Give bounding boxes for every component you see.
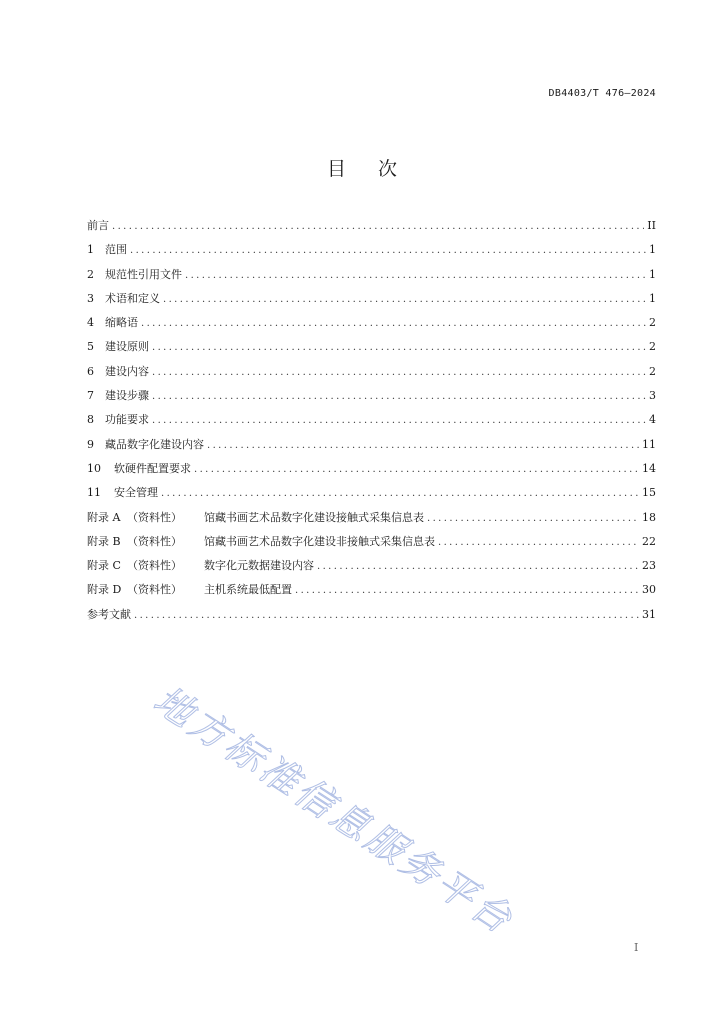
toc-entry-page: 2: [649, 316, 656, 330]
toc-leader-dots: [185, 270, 646, 281]
toc-entry-page: 11: [642, 437, 656, 451]
toc-entry-text: 主机系统最低配置: [204, 583, 292, 597]
toc-leader-dots: [438, 537, 639, 548]
toc-entry-page: 23: [642, 559, 656, 573]
toc-entry-number: 附录 D: [87, 583, 122, 597]
toc-entry-7[interactable]: [87, 387, 656, 411]
toc-entry-text: 建设原则: [105, 340, 149, 354]
toc-entry-number: 3: [87, 291, 94, 305]
toc-leader-dots: [317, 561, 639, 572]
toc-entry-page: 1: [649, 291, 656, 305]
toc-entry-page: 2: [649, 364, 656, 378]
toc-entry-11[interactable]: [87, 484, 656, 508]
toc-entry-page: 22: [642, 534, 656, 548]
toc-entry-9[interactable]: [87, 436, 656, 460]
toc-leader-dots: [130, 245, 646, 256]
toc-leader-dots: [163, 294, 646, 305]
toc-leader-dots: [152, 342, 646, 353]
toc-entry-number: 11: [87, 486, 101, 500]
toc-entry-appendix-b[interactable]: [87, 533, 656, 557]
document-code: DB4403/T 476—2024: [548, 88, 656, 99]
toc-entry-number: 9: [87, 437, 94, 451]
toc-leader-dots: [152, 391, 646, 402]
toc-entry-text: 数字化元数据建设内容: [204, 559, 314, 573]
toc-entry-page: 18: [642, 510, 656, 524]
toc-leader-dots: [141, 318, 646, 329]
toc-entry-text: 前言: [87, 219, 109, 232]
toc-entry-foreword[interactable]: [87, 217, 656, 241]
toc-entry-text: 安全管理: [114, 486, 158, 500]
toc-entry-page: 3: [649, 389, 656, 403]
toc-entry-category: （资料性）: [127, 510, 182, 524]
toc-leader-dots: [207, 440, 639, 451]
toc-entry-number: 附录 C: [87, 559, 121, 573]
toc-entry-text: 馆藏书画艺术品数字化建设非接触式采集信息表: [204, 534, 435, 548]
toc-entry-page: 2: [649, 340, 656, 354]
toc-entry-appendix-d[interactable]: [87, 581, 656, 605]
toc-entry-category: （资料性）: [127, 583, 182, 597]
toc-entry-4[interactable]: [87, 314, 656, 338]
toc-entry-text: 馆藏书画艺术品数字化建设接触式采集信息表: [204, 510, 424, 524]
toc-entry-5[interactable]: [87, 338, 656, 362]
toc-entry-text: 缩略语: [105, 316, 138, 330]
toc-entry-number: 5: [87, 340, 94, 354]
toc-entry-text: 建设步骤: [105, 389, 149, 403]
toc-entry-text: 建设内容: [105, 364, 149, 378]
toc-entry-page: 14: [642, 461, 656, 475]
toc-leader-dots: [161, 488, 639, 499]
toc-entry-appendix-a[interactable]: [87, 509, 656, 533]
toc-entry-text: 规范性引用文件: [105, 267, 182, 281]
toc-entry-text: 软硬件配置要求: [114, 461, 191, 475]
toc-entry-references[interactable]: [87, 606, 656, 630]
toc-entry-text: 术语和定义: [105, 291, 160, 305]
toc-leader-dots: [152, 367, 646, 378]
toc-entry-page: II: [647, 219, 656, 232]
watermark: 地方标准信息服务平台: [146, 677, 523, 944]
toc-entry-text: 藏品数字化建设内容: [105, 437, 204, 451]
toc-entry-text: 参考文献: [87, 607, 131, 621]
toc-leader-dots: [194, 464, 639, 475]
toc-entry-number: 10: [87, 461, 101, 475]
toc-entry-2[interactable]: [87, 266, 656, 290]
toc-entry-page: 1: [649, 267, 656, 281]
toc-entry-category: （资料性）: [127, 534, 182, 548]
toc-leader-dots: [152, 415, 646, 426]
toc-entry-page: 15: [642, 486, 656, 500]
toc-entry-page: 4: [649, 413, 656, 427]
toc-entry-text: 范围: [105, 243, 127, 257]
toc-entry-text: 功能要求: [105, 413, 149, 427]
toc-entry-number: 7: [87, 389, 94, 403]
toc-entry-page: 1: [649, 243, 656, 257]
toc-entry-number: 附录 B: [87, 534, 121, 548]
toc-leader-dots: [134, 610, 639, 621]
toc-entry-page: 30: [642, 583, 656, 597]
table-of-contents: [87, 217, 656, 630]
toc-title: 目次: [326, 158, 429, 180]
toc-leader-dots: [295, 585, 639, 596]
toc-leader-dots: [112, 221, 644, 232]
toc-entry-page: 31: [642, 607, 656, 621]
toc-entry-8[interactable]: [87, 411, 656, 435]
toc-entry-number: 2: [87, 267, 94, 281]
toc-entry-number: 8: [87, 413, 94, 427]
page-number: I: [634, 941, 639, 954]
toc-entry-number: 6: [87, 364, 94, 378]
toc-entry-number: 4: [87, 316, 94, 330]
toc-entry-10[interactable]: [87, 460, 656, 484]
toc-entry-6[interactable]: [87, 363, 656, 387]
toc-entry-1[interactable]: [87, 241, 656, 265]
toc-leader-dots: [427, 513, 639, 524]
toc-entry-number: 1: [87, 243, 94, 257]
toc-entry-appendix-c[interactable]: [87, 557, 656, 581]
toc-entry-3[interactable]: [87, 290, 656, 314]
toc-entry-number: 附录 A: [87, 510, 121, 524]
toc-entry-category: （资料性）: [127, 559, 182, 573]
